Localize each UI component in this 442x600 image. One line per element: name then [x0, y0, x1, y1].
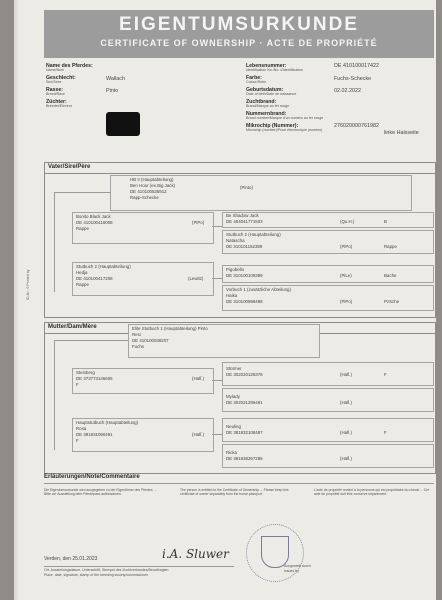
chip-value: 276020000761982	[334, 123, 379, 129]
life-number-label: Lebensnummer:	[246, 63, 287, 69]
dam-ggd2-name: Ricka	[226, 450, 237, 455]
dam-color: Fuchs	[132, 344, 144, 349]
dam-ggd2-number: DE 381838267285	[226, 456, 263, 461]
chip-field	[246, 124, 322, 133]
sire-grandsire-breed: (PiPo)	[192, 220, 205, 225]
color-label: Farbe:	[246, 75, 262, 81]
name-label: Name des Pferdes:	[46, 63, 93, 69]
dob-value: 02.02.2022	[334, 88, 361, 94]
breeder-label: Züchter:	[46, 99, 67, 105]
issue-place-date: Verden, den 25.01.2023	[44, 556, 98, 562]
dam-ggs1-number: DE 302020129378	[226, 372, 263, 377]
remarks-rule	[44, 483, 434, 484]
color-sublabel: Colour/Robe	[246, 80, 267, 85]
dam-ggs1-breed: (Hafl.)	[340, 372, 352, 377]
name-sublabel: Name/Nom	[46, 68, 65, 73]
remarks-title: Erläuterungen/Note/Commentaire	[44, 474, 140, 480]
issue-place-label: Ort, Ausstellungsdatum, Unterschrift, Stempel des Zuchtverbandes/Beauftragten	[44, 568, 169, 572]
dam-number: DE 410100038207	[132, 338, 169, 343]
sire-ggs1-number: DE 404041771503	[226, 219, 263, 224]
sire-ggd2-name: Haika	[226, 293, 238, 298]
sire-breed: (Pinto)	[240, 185, 253, 190]
sire-section-header	[45, 163, 435, 174]
dob-sublabel: Date of birth/Date de naissance	[246, 92, 297, 97]
breed-sublabel: Breed/Race	[46, 92, 65, 97]
sire-granddam-studbook: Stutbuch 2 (Hauptabteilung)	[76, 264, 131, 269]
sire-ggd1-breed: (PiPo)	[340, 244, 353, 249]
dam-connector	[54, 340, 55, 450]
dam-ggs1-color: F	[384, 372, 387, 377]
breed-value: Pinto	[106, 88, 119, 94]
dam-ggd1-name: Mylady	[226, 394, 240, 399]
remarks-english: The person is entitled to the Certificate of Ownership ... Please keep this certificate of owner separately from the horse passport.	[180, 488, 289, 497]
sire-connector	[54, 192, 55, 292]
sire-gs-connector	[212, 226, 222, 227]
brand-number-label: Nummernbrand:	[246, 111, 287, 117]
chip-location: linke Halsseite	[384, 130, 419, 136]
brand-sublabel: Brand/Marque au fer rouge	[246, 104, 290, 109]
sire-gd-connector	[212, 278, 222, 279]
dam-ggs2-name: Neuling	[226, 424, 241, 429]
dam-grandsire-color: F	[76, 382, 79, 387]
dam-section-label: Mutter/Dam/Mère	[48, 324, 97, 330]
sire-number: DE 410100535912	[130, 189, 167, 194]
sire-grandsire-name: Bonito Black Jack	[76, 214, 111, 219]
page-fold	[14, 0, 20, 600]
dob-label: Geburtsdatum:	[246, 87, 284, 93]
dam-granddam-color: F	[76, 438, 79, 443]
brand-number-sublabel: Brand number/Marque d'un numéro au fer rouge	[246, 116, 324, 121]
sire-ggd2-breed: (PiPo)	[340, 299, 353, 304]
sire-grandsire-color: Rappe	[76, 226, 89, 231]
sire-ggd1-color: Rappe	[384, 244, 397, 249]
sire-ggd2-color: PzSche	[384, 299, 400, 304]
dam-ggs2-number: DE 381832108487	[226, 430, 263, 435]
dam-grandsire-name: Steinberg	[76, 370, 95, 375]
breeder-field	[46, 100, 72, 109]
sire-ggs2-name: Pigobello	[226, 267, 245, 272]
breed-label: Rasse:	[46, 87, 64, 93]
sire-ggd2-studbook: Vorbuch 1 (zusätzliche Abteilung)	[226, 287, 291, 292]
sex-value: Wallach	[106, 76, 125, 82]
dam-ggd1-number: DE 302021286481	[226, 400, 263, 405]
handwritten-signature: i.A. Sluwer	[162, 547, 229, 561]
sire-ggs1-color: B	[384, 219, 387, 224]
certificate-header	[44, 10, 434, 58]
sex-field	[46, 76, 76, 85]
certificate-page	[14, 0, 436, 600]
certificate-title: EIGENTUMSURKUNDE	[119, 14, 359, 35]
sire-ggs2-color: Bache	[384, 273, 397, 278]
name-field	[46, 64, 93, 73]
sire-granddam-color: Rappe	[76, 282, 89, 287]
sire-studbook: HB II (Hauptabteilung)	[130, 177, 174, 182]
dam-gd-connector	[212, 434, 222, 435]
sire-connector-h	[54, 192, 110, 193]
dam-granddam-number: DE 381831090491	[76, 432, 113, 437]
sire-section-label: Vater/Sire/Père	[48, 164, 91, 170]
life-number-field	[246, 64, 303, 73]
life-number-value: DE 410100017422	[334, 63, 379, 69]
sire-ggd1-number: DE 310101152399	[226, 244, 263, 249]
redacted-breeder-block	[106, 112, 140, 136]
sire-ggs2-number: DE 310100109399	[226, 273, 263, 278]
dam-ggs2-breed: (Hafl.)	[340, 430, 352, 435]
dam-grandsire-number: DE 373773146605	[76, 376, 113, 381]
issue-signature-rule	[44, 566, 234, 567]
sire-ggs2-breed: (PiLe)	[340, 273, 352, 278]
sire-ggs1-name: Be Shadow Jack	[226, 213, 259, 218]
sire-ggs1-breed: (Qu.H.)	[340, 219, 355, 224]
certificate-subtitle: CERTIFICATE OF OWNERSHIP · ACTE DE PROPRIÉTÉ	[100, 38, 378, 48]
dam-gs-connector	[212, 380, 222, 381]
dam-ggs2-color: F	[384, 430, 387, 435]
brand-label: Zuchtbrand:	[246, 99, 277, 105]
dob-field	[246, 88, 296, 97]
issuer-sublabel: Issued by	[284, 569, 299, 573]
breed-field	[46, 88, 65, 97]
dam-ggd2-breed: (Hafl.)	[340, 456, 352, 461]
dam-ggd1-breed: (Hafl.)	[340, 400, 352, 405]
dam-grandsire-breed: (Hafl.)	[192, 376, 204, 381]
sire-ggd1-studbook: Stutbuch 2 (Hauptabteilung)	[226, 232, 281, 237]
dam-studbook: Elite Stutbuch 1 (Hauptabteilung) Pinto	[132, 326, 208, 331]
issuer-label: Ausgestellt durch	[284, 564, 311, 568]
sire-grandsire-number: DE 410100416008	[76, 220, 113, 225]
sex-label: Geschlecht:	[46, 75, 76, 81]
dam-ggs1-name: Stürmer	[226, 366, 242, 371]
sire-ggd2-number: DE 310100598498	[226, 299, 263, 304]
dam-connector-h	[54, 340, 128, 341]
sire-granddam-number: DE 410100417208	[76, 276, 113, 281]
remarks-french: L'acte de propriété revient à la personne qui est propriétaire du cheval ... Cet acte de propriété doit être conservé séparément.	[314, 488, 430, 497]
sire-name: Ben Hour (ex.Big Jack)	[130, 183, 176, 188]
brand-number-field	[246, 112, 323, 121]
dam-granddam-studbook: Hauptstutbuch (Hauptabteilung)	[76, 420, 138, 425]
breeder-sublabel: Breeder/Éleveur	[46, 104, 72, 109]
life-number-sublabel: Identification No./No. d'identification	[246, 68, 304, 73]
color-value: Fuchs-Schecke	[334, 76, 372, 82]
printer-note: ID-Nr.: 0 Printed by	[26, 269, 30, 300]
dam-name: Resi	[132, 332, 141, 337]
brand-field	[246, 100, 289, 109]
remarks-german: Die Eigentumsurkunde wird ausgegeben zu der Eigentümer des Pferdes ... Bitte vor Ausstellung dem Pferdepass aufbewahren.	[44, 488, 157, 497]
chip-label: Mikrochip (Nummer):	[246, 123, 299, 129]
issue-place-sublabel: Place, date, signature, stamp of the breeding society/commissioner	[44, 573, 149, 577]
sire-granddam-name: Hedja	[76, 270, 88, 275]
sire-granddam-breed: (Lewitz)	[188, 276, 204, 281]
sire-ggd1-name: Natascha	[226, 238, 245, 243]
dam-granddam-name: Rosa	[76, 426, 87, 431]
sire-color: Rapp-Schecke	[130, 195, 159, 200]
color-field	[246, 76, 266, 85]
dam-granddam-breed: (Hafl.)	[192, 432, 204, 437]
sex-sublabel: Sex/Sexe	[46, 80, 62, 85]
chip-sublabel: Microchip (number)/Puce électronique (numéro)	[246, 128, 323, 133]
